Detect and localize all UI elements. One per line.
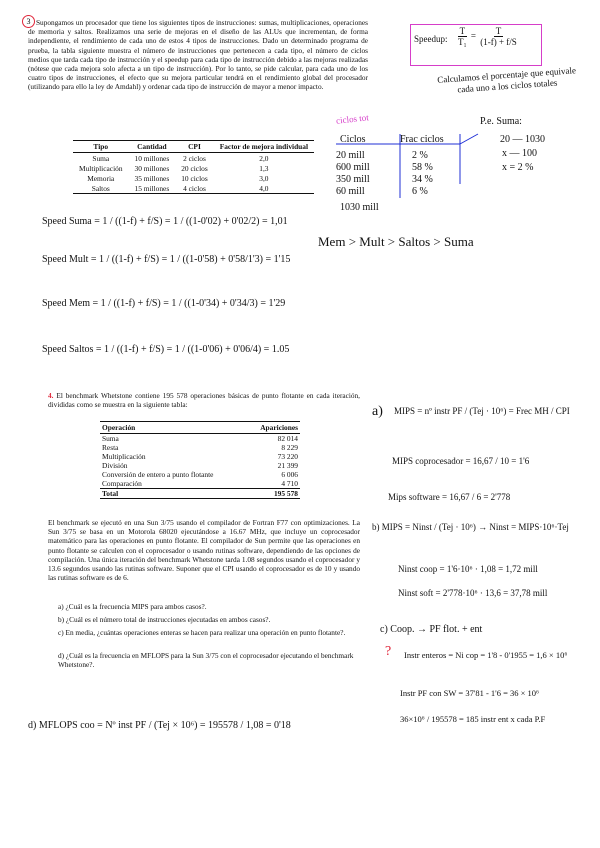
cell: Memoria: [87, 173, 115, 183]
int-per-pf-ratio: 36×10⁶ / 195578 = 185 instr ent x cada P.F: [400, 714, 546, 724]
problem-4-body: El benchmark se ejecutó en una Sun 3/75 usando el compilador de Fortran F77 con optimizaciones. La Sun 3/75 se basa en un Motorola 68020 ejecutándose a 16.67 MHz, que incluye un coprocesador matemático para las operaciones en punto flotante. El compilador de Sun permite que las operaciones en punto flotante se calculen con el coprocesador o usando rutinas software, dependiendo de las opciones de compilación. Una única iteración del benchmark Whetstone tarda 1.08 segundos usando el coprocesador y 13.6 segundos usando las rutinas software. Suponer que el CPI usando el coprocesador es de 10 y usando las rutinas software es de 6.: [48, 518, 360, 583]
cell: 21 399: [277, 461, 298, 470]
cell: 10 millones: [134, 153, 170, 163]
frac-value: 58 %: [412, 162, 433, 173]
cell: 2,0: [259, 153, 269, 163]
cell: 1,3: [259, 163, 269, 173]
cell: 8 229: [281, 443, 298, 452]
cell: 3,0: [259, 173, 269, 183]
ninst-cop: Ninst coop = 1'6·10⁶ · 1,08 = 1,72 mill: [398, 564, 538, 574]
table-row: [73, 183, 314, 194]
cell: 4 ciclos: [175, 183, 213, 194]
speed-mult-line: Speed Mult = 1 / ((1-f) + f/S) = 1 / ((1-0'58) + 0'58/1'3) = 1'15: [42, 254, 291, 265]
cell: Total: [100, 489, 247, 499]
col-apariciones: Apariciones: [247, 422, 300, 434]
table-row: [100, 470, 300, 479]
speedup-label: Speedup:: [414, 34, 448, 44]
problem-3-paragraph: Supongamos un procesador que tiene los siguientes tipos de instrucciones: sumas, multiplicaciones, operaciones de memoria y saltos. Realizamos una serie de mejoras en el diseño de las ALUs que incrementan, de forma independiente, el rendimiento de cada uno de estos 4 tipos de instrucciones. Dado un determinado programa de prueba, la tabla siguiente muestra el número de instrucciones que pertenecen a cada tipo, el número de ciclos medios que tarda cada tipo de instrucción y el speedup para cada tipo de instrucción debido a las mejoras realizadas (nótese que cada mejora solo afecta a un tipo de instrucción). Por lo tanto, se pide calcular, para cada uno de los cuatro tipos de instrucciones, el efecto que su mejora particular tendrá en el rendimiento global del procesador (utilizando para ello la ley de Amdahl) y ordenar cada tipo de instrucción de mayor a menor impacto.: [28, 18, 368, 92]
mips-software: Mips software = 16,67 / 6 = 2'778: [388, 492, 511, 502]
question-mark: ?: [385, 644, 392, 659]
ranking: Mem > Mult > Saltos > Suma: [318, 234, 474, 249]
cell: Resta: [102, 443, 119, 452]
cell: 10 ciclos: [181, 173, 208, 183]
frac-num: T: [495, 26, 502, 36]
table-row: [73, 163, 314, 173]
cell: Comparación: [102, 479, 142, 488]
problem-4-intro-text: El benchmark Whetstone contiene 195 578 operaciones básicas de punto flotante en cada iteración, divididas como se muestra en la siguiente tabla:: [48, 391, 360, 410]
mips-coprocesador: MIPS coprocesador = 16,67 / 10 = 1'6: [392, 456, 530, 466]
frac-ciclos-header: Frac ciclos: [400, 134, 444, 145]
cell: Multiplicación: [79, 163, 123, 173]
answer-c-line: c) Coop. → PF flot. + ent: [380, 624, 483, 635]
cell: 20 ciclos: [181, 163, 208, 173]
table-total-row: [100, 489, 300, 499]
frac-den: (1-f) + f/S: [480, 37, 517, 47]
table-row: [73, 153, 314, 164]
cell: 4 710: [281, 479, 298, 488]
problem-3-table: [73, 140, 314, 194]
cell: 30 millones: [134, 163, 170, 173]
cell: 195 578: [247, 489, 300, 499]
calc-note: Calculamos el porcentaje que equivale cada uno a los ciclos totales: [436, 65, 577, 95]
col-tipo: Tipo: [73, 141, 129, 153]
question-c: c) En media, ¿cuántas operaciones enteras se hacen para realizar una operación en punto flotante?.: [58, 628, 346, 637]
cell: Conversión de entero a punto flotante: [102, 470, 214, 479]
table-header-row: [73, 141, 314, 153]
col-cantidad: Cantidad: [129, 141, 176, 153]
frac-den: T₁: [458, 37, 467, 47]
ciclos-value: 350 mill: [336, 174, 370, 185]
cell: 35 millones: [134, 173, 170, 183]
speed-mem-line: Speed Mem = 1 / ((1-f) + f/S) = 1 / ((1-0'34) + 0'34/3) = 1'29: [42, 298, 286, 309]
col-operacion: Operación: [100, 422, 247, 434]
answer-b-formula: b) MIPS = Ninst / (Tej · 10⁶) → Ninst = MIPS·10⁶·Tej: [372, 522, 569, 532]
answer-a-label: a): [372, 404, 383, 419]
speed-suma-line: Speed Suma = 1 / ((1-f) + f/S) = 1 / ((1-0'02) + 0'02/2) = 1,01: [42, 216, 288, 227]
cell: Suma: [102, 434, 119, 443]
ciclos-tot-label: ciclos tot: [335, 112, 370, 126]
cell: 73 220: [277, 452, 298, 461]
total-cycles: 1030 mill: [340, 202, 379, 213]
ciclos-header: Ciclos: [340, 134, 366, 145]
ciclos-value: 60 mill: [336, 186, 365, 197]
table-row: [73, 173, 314, 183]
frac-value: 2 %: [412, 150, 428, 161]
speed-saltos-line: Speed Saltos = 1 / ((1-f) + f/S) = 1 / ((1-0'06) + 0'06/4) = 1.05: [42, 344, 290, 355]
frac-value: 6 %: [412, 186, 428, 197]
cell: 82 014: [277, 434, 298, 443]
mips-formula: MIPS = nº instr PF / (Tej · 10⁶) = Frec MH / CPI: [394, 406, 570, 416]
table-row: [100, 452, 300, 461]
ciclos-value: 20 mill: [336, 150, 365, 161]
problem-4-number: 4.: [48, 391, 54, 400]
rule-line: x = 2 %: [502, 162, 534, 173]
cell: 4,0: [214, 183, 314, 194]
cell: Saltos: [73, 183, 129, 194]
problem-4-table: [100, 421, 300, 499]
rule-line: 20 — 1030: [500, 134, 545, 145]
frac-value: 34 %: [412, 174, 433, 185]
pe-suma-label: P.e. Suma:: [480, 116, 522, 127]
instr-enteros: Instr enteros = Ni cop = 1'8 - 0'1955 = 1,6 × 10⁶: [404, 650, 568, 660]
table-row: [100, 461, 300, 470]
instr-pf-sw: Instr PF con SW = 37'81 - 1'6 = 36 × 10⁶: [400, 688, 540, 698]
cell: 6 006: [281, 470, 298, 479]
question-d: d) ¿Cuál es la frecuencia en MFLOPS para la Sun 3/75 con el coprocesador ejecutando el benchmark Whetstone?.: [58, 651, 354, 669]
cell: Suma: [92, 153, 110, 163]
cell: División: [102, 461, 128, 470]
table-row: [100, 434, 300, 444]
answer-d-line: d) MFLOPS coo = Nº inst PF / (Tej × 10⁶) = 195578 / 1,08 = 0'18: [28, 720, 291, 731]
table-row: [100, 479, 300, 489]
frac-num: T: [459, 26, 466, 36]
speedup-formula: $\frac{T}{\text{T₁}}$ = $\frac{T}{(1-f) + f/S}$: [458, 26, 517, 47]
cell: 15 millones: [129, 183, 176, 194]
rule-line: x — 100: [502, 148, 537, 159]
problem-3-number: 3: [22, 15, 35, 28]
problem-4-intro: [48, 391, 360, 409]
col-cpi: CPI: [175, 141, 213, 153]
cell: 2 ciclos: [183, 153, 206, 163]
table-header-row: [100, 422, 300, 434]
grid-line: [460, 134, 478, 144]
ninst-soft: Ninst soft = 2'778·10⁶ · 13,6 = 37,78 mill: [398, 588, 548, 598]
table-row: [100, 443, 300, 452]
col-factor: Factor de mejora individual: [214, 141, 314, 153]
question-a: a) ¿Cuál es la frecuencia MIPS para ambos casos?.: [58, 602, 207, 611]
ciclos-value: 600 mill: [336, 162, 370, 173]
cell: Multiplicación: [102, 452, 146, 461]
question-b: b) ¿Cuál es el número total de instrucciones ejecutadas en ambos casos?.: [58, 615, 271, 624]
